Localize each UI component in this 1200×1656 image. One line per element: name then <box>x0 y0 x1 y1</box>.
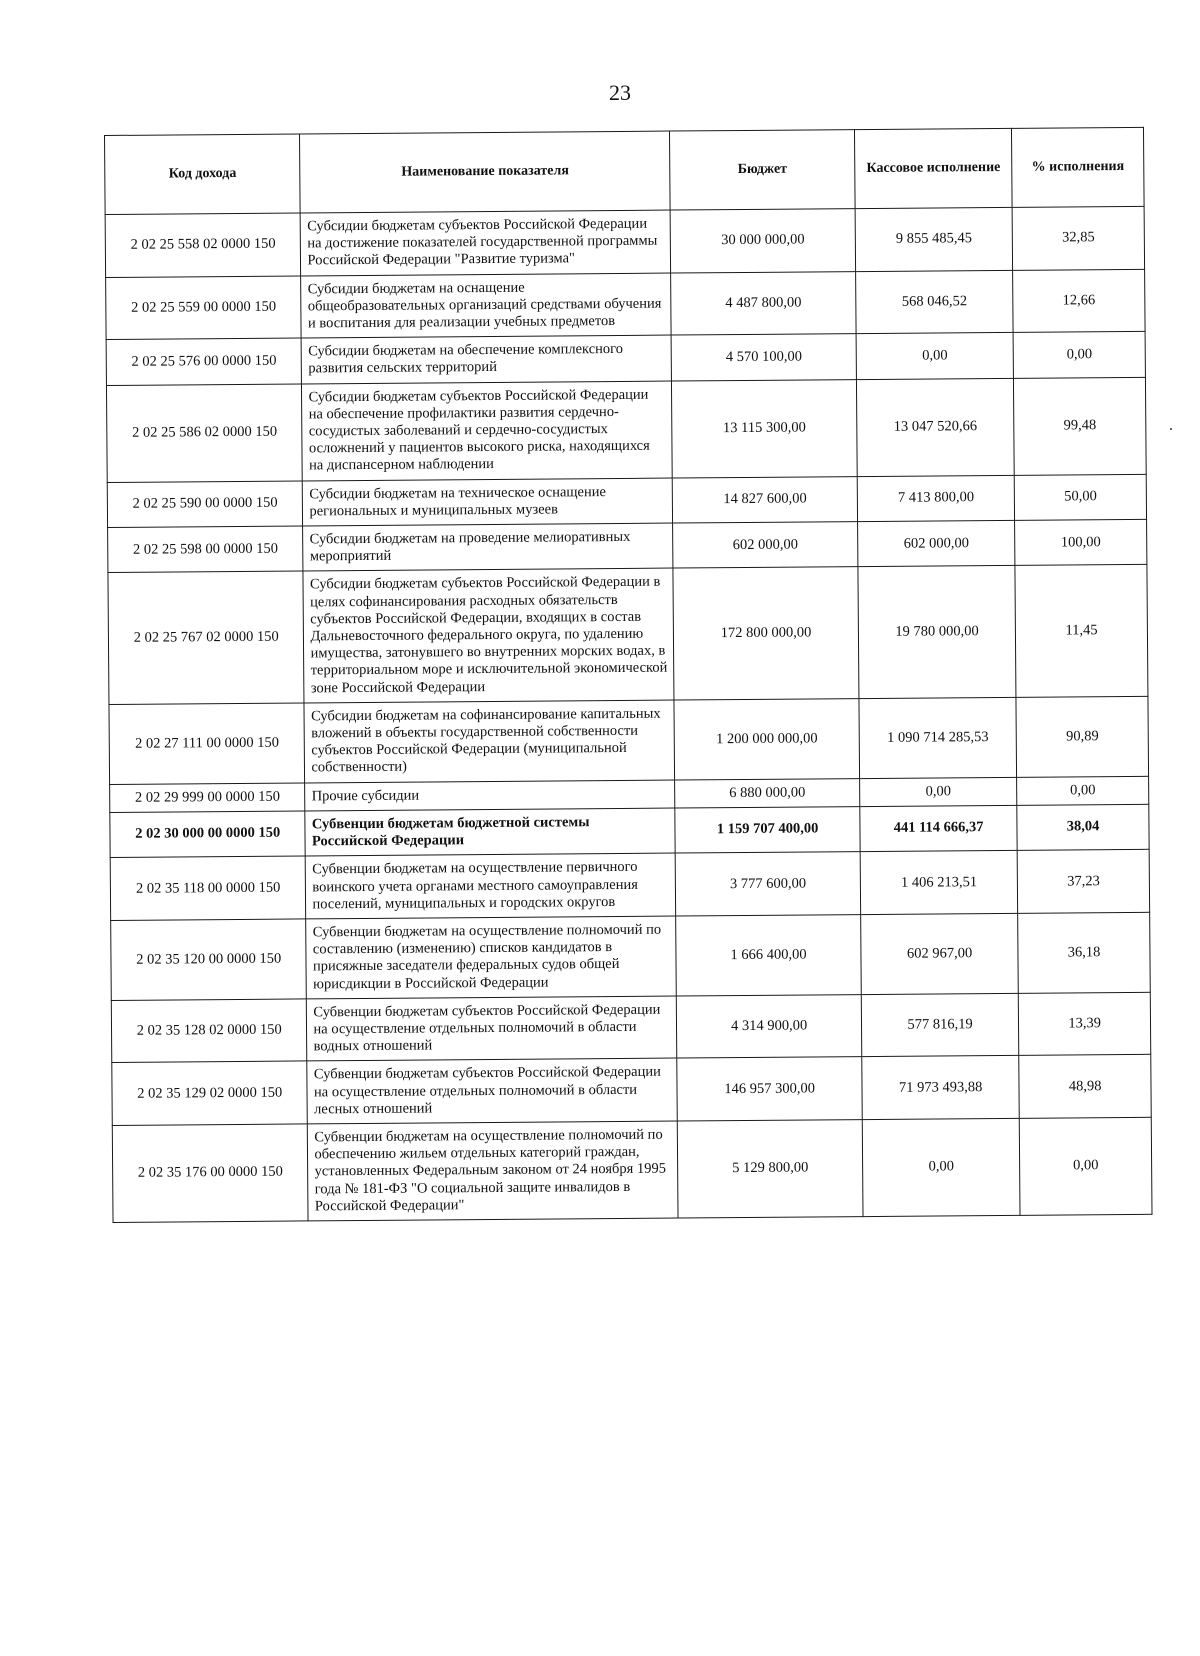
cell-name: Субсидии бюджетам на техническое оснащение региональных и муниципальных музеев <box>303 478 673 526</box>
cell-execution: 441 114 666,37 <box>860 805 1018 852</box>
table-row <box>111 992 1150 1063</box>
cell-execution: 1 406 213,51 <box>860 851 1018 915</box>
table-row <box>105 206 1144 277</box>
cell-percent: 90,89 <box>1016 696 1148 777</box>
cell-budget: 1 200 000 000,00 <box>674 698 859 779</box>
cell-execution: 9 855 485,45 <box>855 207 1013 271</box>
cell-execution: 1 090 714 285,53 <box>859 697 1017 778</box>
cell-percent: 0,00 <box>1019 1117 1152 1215</box>
cell-budget: 13 115 300,00 <box>672 379 858 477</box>
cell-execution: 0,00 <box>860 777 1017 806</box>
cell-budget: 4 570 100,00 <box>671 334 856 381</box>
cell-name: Субсидии бюджетам субъектов Российской Федерации в целях софинансирования расходных обязательств субъектов Российской Федерации, входящих в состав Дальневосточного федерального округа, по удалению имущества, затонувшего во внутренних морских водах, в территориальном море и исключительной экономической зоне Российской Федерации <box>303 568 674 702</box>
table-row <box>112 1055 1151 1126</box>
cell-budget: 5 129 800,00 <box>677 1120 863 1218</box>
cell-budget: 30 000 000,00 <box>670 209 855 273</box>
cell-name: Прочие субсидии <box>305 780 675 811</box>
cell-name: Субвенции бюджетам субъектов Российской Федерации на осуществление отдельных полномочий в области лесных отношений <box>307 1058 677 1124</box>
cell-budget: 6 880 000,00 <box>675 778 860 808</box>
cell-percent: 13,39 <box>1019 992 1151 1056</box>
cell-code: 2 02 35 128 02 0000 150 <box>111 999 307 1063</box>
page-number: 23 <box>609 80 631 105</box>
table-row <box>110 850 1149 921</box>
cell-execution: 568 046,52 <box>856 270 1014 334</box>
cell-percent: 50,00 <box>1014 474 1146 520</box>
cell-code: 2 02 35 176 00 0000 150 <box>112 1124 308 1223</box>
cell-name: Субвенции бюджетам на осуществление первичного воинского учета органами местного самоуправления поселений, муниципальных и городских округов <box>306 853 676 919</box>
cell-budget: 14 827 600,00 <box>672 476 857 523</box>
cell-name: Субвенции бюджетам бюджетной системы Российской Федерации <box>305 808 675 856</box>
cell-percent: 32,85 <box>1012 206 1144 270</box>
cell-execution: 19 780 000,00 <box>858 566 1016 699</box>
cell-percent: 37,23 <box>1017 850 1149 914</box>
cell-budget: 3 777 600,00 <box>675 852 860 916</box>
cell-code: 2 02 25 767 02 0000 150 <box>108 571 304 704</box>
cell-code: 2 02 35 118 00 0000 150 <box>110 856 306 920</box>
cell-name: Субсидии бюджетам субъектов Российской Федерации на обеспечение профилактики развития сердечно-сосудистых заболеваний и сердечно-сосудистых осложнений у пациентов высокого риска, находящихся на диспансерном наблюдении <box>302 381 672 481</box>
cell-code: 2 02 25 576 00 0000 150 <box>106 338 302 385</box>
cell-name: Субсидии бюджетам на проведение мелиоративных мероприятий <box>303 523 673 571</box>
cell-execution: 602 967,00 <box>861 913 1019 994</box>
cell-code: 2 02 25 598 00 0000 150 <box>108 526 304 573</box>
table-row <box>106 332 1145 386</box>
cell-percent: 36,18 <box>1018 912 1150 993</box>
cell-execution: 7 413 800,00 <box>857 475 1015 522</box>
cell-code: 2 02 29 999 00 0000 150 <box>110 783 306 813</box>
table-row <box>111 912 1151 1000</box>
table-row <box>106 377 1146 482</box>
table-row <box>112 1117 1152 1222</box>
header-execution: Кассовое исполнение <box>854 128 1012 208</box>
cell-execution: 602 000,00 <box>858 520 1016 567</box>
cell-percent: 38,04 <box>1017 804 1149 850</box>
header-percent: % исполнения <box>1012 127 1144 207</box>
cell-name: Субсидии бюджетам на софинансирование капитальных вложений в объекты государственной собственности субъектов Российской Федерации (муниципальной собственности) <box>304 700 674 783</box>
cell-percent: 11,45 <box>1015 565 1148 697</box>
table-body <box>105 206 1152 1222</box>
cell-percent: 0,00 <box>1013 332 1145 378</box>
table-row-total <box>110 804 1149 858</box>
cell-budget: 172 800 000,00 <box>673 567 859 700</box>
cell-name: Субсидии бюджетам на оснащение общеобразовательных организаций средствами обучения и воспитания для реализации учебных предметов <box>301 273 671 339</box>
header-name: Наименование показателя <box>300 131 670 213</box>
cell-code: 2 02 25 559 00 0000 150 <box>106 276 302 340</box>
cell-code: 2 02 25 590 00 0000 150 <box>107 481 303 528</box>
cell-code: 2 02 25 586 02 0000 150 <box>106 384 302 483</box>
cell-code: 2 02 27 111 00 0000 150 <box>109 703 305 784</box>
cell-percent: 99,48 <box>1014 377 1147 475</box>
cell-budget: 1 159 707 400,00 <box>675 806 860 853</box>
scan-speck <box>1170 428 1172 430</box>
cell-code: 2 02 35 120 00 0000 150 <box>111 919 307 1000</box>
table-header-row <box>105 127 1145 214</box>
cell-budget: 602 000,00 <box>673 522 858 569</box>
cell-execution: 577 816,19 <box>861 993 1019 1057</box>
cell-execution: 13 047 520,66 <box>856 378 1014 476</box>
budget-execution-table <box>104 127 1153 1223</box>
cell-budget: 146 957 300,00 <box>677 1057 862 1121</box>
cell-execution: 0,00 <box>862 1118 1020 1216</box>
cell-execution: 0,00 <box>856 333 1014 380</box>
cell-name: Субсидии бюджетам на обеспечение комплексного развития сельских территорий <box>302 335 672 383</box>
cell-name: Субвенции бюджетам субъектов Российской Федерации на осуществление отдельных полномочий в области водных отношений <box>307 996 677 1062</box>
cell-percent: 0,00 <box>1017 776 1149 805</box>
cell-budget: 4 314 900,00 <box>676 994 861 1058</box>
cell-execution: 71 973 493,88 <box>862 1056 1020 1120</box>
header-budget: Бюджет <box>670 130 855 210</box>
cell-code: 2 02 30 000 00 0000 150 <box>110 811 306 858</box>
cell-budget: 1 666 400,00 <box>676 914 861 995</box>
table-row <box>107 474 1146 528</box>
table-row <box>106 269 1145 340</box>
table-row <box>108 519 1147 573</box>
cell-name: Субвенции бюджетам на осуществление полномочий по составлению (изменению) списков кандидатов в присяжные заседатели федеральных судов общей юрисдикции в Российской Федерации <box>306 916 676 999</box>
cell-percent: 12,66 <box>1013 269 1145 333</box>
cell-percent: 48,98 <box>1019 1055 1151 1119</box>
table-row <box>108 565 1148 705</box>
cell-percent: 100,00 <box>1015 519 1147 565</box>
cell-code: 2 02 35 129 02 0000 150 <box>112 1061 308 1125</box>
header-code: Код дохода <box>105 134 301 215</box>
cell-code: 2 02 25 558 02 0000 150 <box>105 213 301 277</box>
cell-name: Субсидии бюджетам субъектов Российской Федерации на достижение показателей государственной программы Российской Федерации "Развитие туризма" <box>301 210 671 276</box>
cell-name: Субвенции бюджетам на осуществление полномочий по обеспечению жильем отдельных категорий граждан, установленных Федеральным законом от 24 ноября 1995 года № 181-ФЗ "О социальной защите инвалидов в Российской Федерации" <box>308 1121 678 1221</box>
cell-budget: 4 487 800,00 <box>671 271 856 335</box>
table-row <box>109 696 1149 784</box>
